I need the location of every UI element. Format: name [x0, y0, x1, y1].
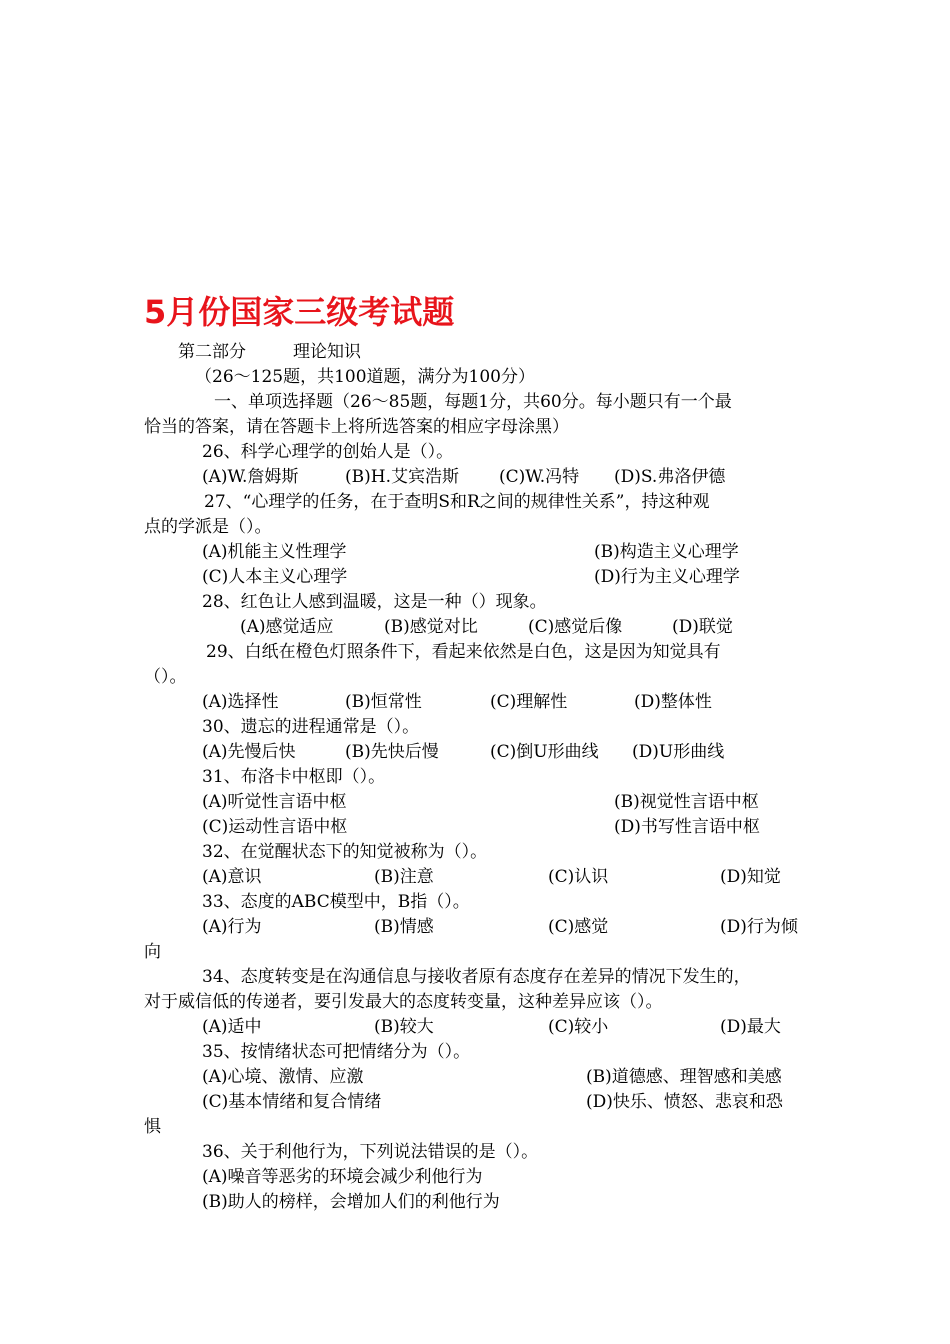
- question-27-option-b: (B)构造主义心理学: [594, 542, 739, 562]
- question-35-option-d: (D)快乐、愤怒、悲哀和恐: [586, 1092, 783, 1112]
- question-33-option-d-wrap: 向: [144, 942, 161, 962]
- question-33-option-c: (C)感觉: [548, 917, 609, 937]
- question-33-option-b: (B)情感: [374, 917, 434, 937]
- question-36-option-a: (A)噪音等恶劣的环境会减少利他行为: [202, 1167, 483, 1187]
- question-31-option-c: (C)运动性言语中枢: [202, 817, 348, 837]
- question-27-option-d: (D)行为主义心理学: [594, 567, 740, 587]
- question-scope: （26～125题，共100道题，满分为100分）: [195, 367, 535, 387]
- question-33-option-d: (D)行为倾: [720, 917, 798, 937]
- question-27-option-a: (A)机能主义性理学: [202, 542, 347, 562]
- instructions-line-1: 一、单项选择题（26～85题，每题1分，共60分。每小题只有一个最: [214, 392, 732, 412]
- question-27-text-line-2: 点的学派是（）。: [144, 517, 272, 537]
- question-34-option-d: (D)最大: [720, 1017, 781, 1037]
- question-34-text-line-1: 34、态度转变是在沟通信息与接收者原有态度存在差异的情况下发生的，: [202, 967, 751, 987]
- question-34-option-a: (A)适中: [202, 1017, 262, 1037]
- section-name: 理论知识: [293, 342, 361, 362]
- question-26-option-d: (D)S.弗洛伊德: [614, 467, 726, 487]
- question-35-option-d-wrap: 惧: [144, 1117, 161, 1137]
- question-32-option-d: (D)知觉: [720, 867, 781, 887]
- question-35-option-c: (C)基本情绪和复合情绪: [202, 1092, 382, 1112]
- question-33-option-a: (A)行为: [202, 917, 262, 937]
- question-32-option-a: (A)意识: [202, 867, 262, 887]
- question-30-text: 30、遗忘的进程通常是（）。: [202, 717, 420, 737]
- question-29-option-d: (D)整体性: [634, 692, 712, 712]
- question-29-text-line-1: 29、白纸在橙色灯照条件下，看起来依然是白色，这是因为知觉具有: [206, 642, 721, 662]
- question-29-option-c: (C)理解性: [490, 692, 568, 712]
- question-30-option-c: (C)倒U形曲线: [490, 742, 599, 762]
- question-31-option-b: (B)视觉性言语中枢: [614, 792, 759, 812]
- question-29-option-b: (B)恒常性: [345, 692, 422, 712]
- question-28-option-c: (C)感觉后像: [528, 617, 623, 637]
- question-36-option-b: (B)助人的榜样，会增加人们的利他行为: [202, 1192, 500, 1212]
- question-30-option-b: (B)先快后慢: [345, 742, 439, 762]
- question-29-text-line-2: （）。: [144, 667, 187, 687]
- question-32-option-b: (B)注意: [374, 867, 434, 887]
- question-28-text: 28、红色让人感到温暖，这是一种（）现象。: [202, 592, 547, 612]
- question-28-option-a: (A)感觉适应: [240, 617, 334, 637]
- question-32-option-c: (C)认识: [548, 867, 609, 887]
- question-32-text: 32、在觉醒状态下的知觉被称为（）。: [202, 842, 488, 862]
- question-34-text-line-2: 对于威信低的传递者，要引发最大的态度转变量，这种差异应该（）。: [144, 992, 663, 1012]
- question-26-text: 26、科学心理学的创始人是（）。: [202, 442, 454, 462]
- question-26-option-b: (B)H.艾宾浩斯: [345, 467, 459, 487]
- question-35-text: 35、按情绪状态可把情绪分为（）。: [202, 1042, 471, 1062]
- question-34-option-b: (B)较大: [374, 1017, 434, 1037]
- question-35-option-b: (B)道德感、理智感和美感: [586, 1067, 782, 1087]
- question-30-option-d: (D)U形曲线: [632, 742, 725, 762]
- document-title: 5月份国家三级考试题: [144, 293, 455, 331]
- question-30-option-a: (A)先慢后快: [202, 742, 296, 762]
- question-26-option-a: (A)W.詹姆斯: [202, 467, 299, 487]
- question-28-option-d: (D)联觉: [672, 617, 733, 637]
- question-31-option-d: (D)书写性言语中枢: [614, 817, 760, 837]
- section-part: 第二部分: [178, 342, 246, 362]
- question-31-text: 31、布洛卡中枢即（）。: [202, 767, 386, 787]
- question-35-option-a: (A)心境、激情、应激: [202, 1067, 364, 1087]
- question-27-option-c: (C)人本主义心理学: [202, 567, 348, 587]
- question-33-text: 33、态度的ABC模型中，B指（）。: [202, 892, 470, 912]
- question-28-option-b: (B)感觉对比: [384, 617, 478, 637]
- question-29-option-a: (A)选择性: [202, 692, 279, 712]
- question-34-option-c: (C)较小: [548, 1017, 609, 1037]
- question-36-text: 36、关于利他行为，下列说法错误的是（）。: [202, 1142, 539, 1162]
- question-26-option-c: (C)W.冯特: [499, 467, 580, 487]
- question-31-option-a: (A)听觉性言语中枢: [202, 792, 347, 812]
- instructions-line-2: 恰当的答案，请在答题卡上将所选答案的相应字母涂黑）: [144, 417, 569, 437]
- question-27-text-line-1: 27、“心理学的任务，在于查明S和R之间的规律性关系”，持这种观: [204, 492, 710, 512]
